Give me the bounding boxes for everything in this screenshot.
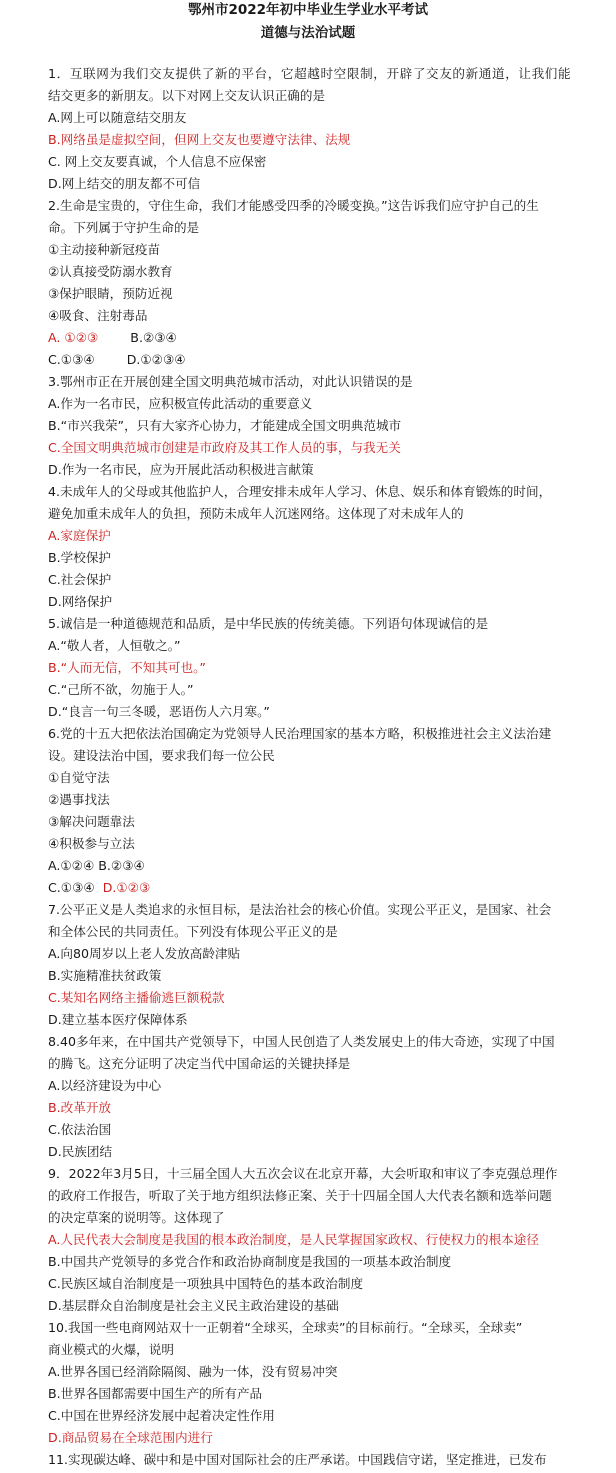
question-line: D.民族团结: [48, 1144, 113, 1159]
question-line: 结交更多的新朋友。以下对网上交友认识正确的是: [48, 88, 326, 103]
question-line: C.“己所不欲，勿施于人。”: [48, 682, 194, 697]
question-line: ④积极参与立法: [48, 836, 135, 851]
question-line: 和全体公民的共同责任。下列没有体现公平正义的是: [48, 924, 338, 939]
question-line: ①自觉守法: [48, 770, 110, 785]
option-fragment: D.①②③: [102, 880, 151, 895]
exam-subtitle: 道德与法治试题: [260, 25, 356, 41]
question-body: [0, 63, 616, 1471]
question-line: 8.40多年来，在中国共产党领导下，中国人民创造了人类发展史上的伟大奇迹，实现了中国: [48, 1034, 555, 1049]
question-line: B.中国共产党领导的多党合作和政治协商制度是我国的一项基本政治制度: [48, 1254, 452, 1269]
question-line: 的决定草案的说明等。这体现了: [48, 1210, 225, 1225]
question-line: [48, 327, 598, 349]
question-line: A.向80周岁以上老人发放高龄津贴: [48, 946, 241, 961]
question-line: 2.生命是宝贵的，守住生命，我们才能感受四季的冷暖变换。”这告诉我们应守护自己的生: [48, 198, 539, 213]
question-line: D.建立基本医疗保障体系: [48, 1012, 188, 1027]
question-line: 3.鄂州市正在开展创建全国文明典范城市活动，对此认识错误的是: [48, 374, 413, 389]
answer-line: B.“人而无信，不知其可也。”: [48, 660, 206, 675]
question-line: D.网络保护: [48, 594, 113, 609]
question-line: A.以经济建设为中心: [48, 1078, 162, 1093]
question-line: ③保护眼睛，预防近视: [48, 286, 173, 301]
question-line: ④吸食、注射毒品: [48, 308, 148, 323]
option-fragment: C.①③④: [48, 880, 103, 895]
question-line: D.作为一名市民，应为开展此活动积极进言献策: [48, 462, 314, 477]
answer-line: A.人民代表大会制度是我国的根本政治制度，是人民掌握国家政权、行使权力的根本途径: [48, 1232, 539, 1247]
question-line: A.网上可以随意结交朋友: [48, 110, 187, 125]
question-line: 避免加重未成年人的负担，预防未成年人沉迷网络。这体现了对未成年人的: [48, 506, 464, 521]
question-line: 商业模式的火爆，说明: [48, 1342, 174, 1357]
exam-title: 鄂州市2022年初中毕业生学业水平考试: [187, 2, 429, 18]
question-line: [48, 877, 598, 899]
question-line: D.网上结交的朋友都不可信: [48, 176, 201, 191]
question-line: D.“良言一句三冬暖，恶语伤人六月寒。”: [48, 704, 270, 719]
question-line: C.社会保护: [48, 572, 112, 587]
question-line: 1．互联网为我们交友提供了新的平台，它超越时空限制，开辟了交友的新通道，让我们能: [48, 66, 572, 81]
question-line: 命。下列属于守护生命的是: [48, 220, 200, 235]
question-line: C. 网上交友要真诚，个人信息不应保密: [48, 154, 267, 169]
question-line: 5.诚信是一种道德规范和品质，是中华民族的传统美德。下列语句体现诚信的是: [48, 616, 489, 631]
question-line: A.世界各国已经消除隔阂、融为一体，没有贸易冲突: [48, 1364, 338, 1379]
answer-line: B.改革开放: [48, 1100, 112, 1115]
question-line: B.“市兴我荣”，只有大家齐心协力，才能建成全国文明典范城市: [48, 418, 402, 433]
question-line: B.实施精准扶贫政策: [48, 968, 162, 983]
answer-line: D.商品贸易在全球范围内进行: [48, 1430, 213, 1445]
option-fragment: A. ①②③: [48, 330, 99, 345]
question-line: B.世界各国都需要中国生产的所有产品: [48, 1386, 263, 1401]
question-line: 4.未成年人的父母或其他监护人，合理安排未成年人学习、休息、娱乐和体育锻炼的时间，: [48, 484, 552, 499]
answer-line: C.全国文明典范城市创建是市政府及其工作人员的事，与我无关: [48, 440, 401, 455]
question-line: 的腾飞。这充分证明了决定当代中国命运的关键抉择是: [48, 1056, 351, 1071]
question-line: C.中国在世界经济发展中起着决定性作用: [48, 1408, 275, 1423]
question-line: 10.我国一些电商网站双十一正朝着“全球买，全球卖”的目标前行。“全球买，全球卖”: [48, 1320, 523, 1335]
question-line: 9．2022年3月5日，十三届全国人大五次会议在北京开幕，大会听取和审议了李克强总理作: [48, 1166, 558, 1181]
question-line: 11.实现碳达峰、碳中和是中国对国际社会的庄严承诺。中国践信守诺，坚定推进，已发布: [48, 1452, 547, 1467]
question-line: 的政府工作报告，听取了关于地方组织法修正案、关于十四届全国人大代表名额和选举问题: [48, 1188, 552, 1203]
answer-line: A.家庭保护: [48, 528, 111, 543]
question-line: 设。建设法治中国，要求我们每一位公民: [48, 748, 275, 763]
question-line: A.“敬人者，人恒敬之。”: [48, 638, 181, 653]
question-line: D.基层群众自治制度是社会主义民主政治建设的基础: [48, 1298, 339, 1313]
question-line: C.民族区域自治制度是一项独具中国特色的基本政治制度: [48, 1276, 364, 1291]
question-line: C.①③④ D.①②③④: [48, 352, 186, 367]
question-line: 6.党的十五大把依法治国确定为党领导人民治理国家的基本方略，积极推进社会主义法治建: [48, 726, 552, 741]
question-line: B.学校保护: [48, 550, 112, 565]
question-line: ③解决问题靠法: [48, 814, 135, 829]
question-line: ①主动接种新冠疫苗: [48, 242, 161, 257]
question-line: ②认真接受防溺水教育: [48, 264, 173, 279]
question-line: A.①②④ B.②③④: [48, 858, 145, 873]
question-line: 7.公平正义是人类追求的永恒目标，是法治社会的核心价值。实现公平正义，是国家、社会: [48, 902, 552, 917]
question-line: ②遇事找法: [48, 792, 110, 807]
answer-line: B.网络虽是虚拟空间，但网上交友也要遵守法律、法规: [48, 132, 351, 147]
answer-line: C.某知名网络主播偷逃巨额税款: [48, 990, 225, 1005]
question-line: A.作为一名市民，应积极宣传此活动的重要意义: [48, 396, 313, 411]
question-line: C.依法治国: [48, 1122, 112, 1137]
option-fragment: B.②③④: [98, 330, 177, 345]
